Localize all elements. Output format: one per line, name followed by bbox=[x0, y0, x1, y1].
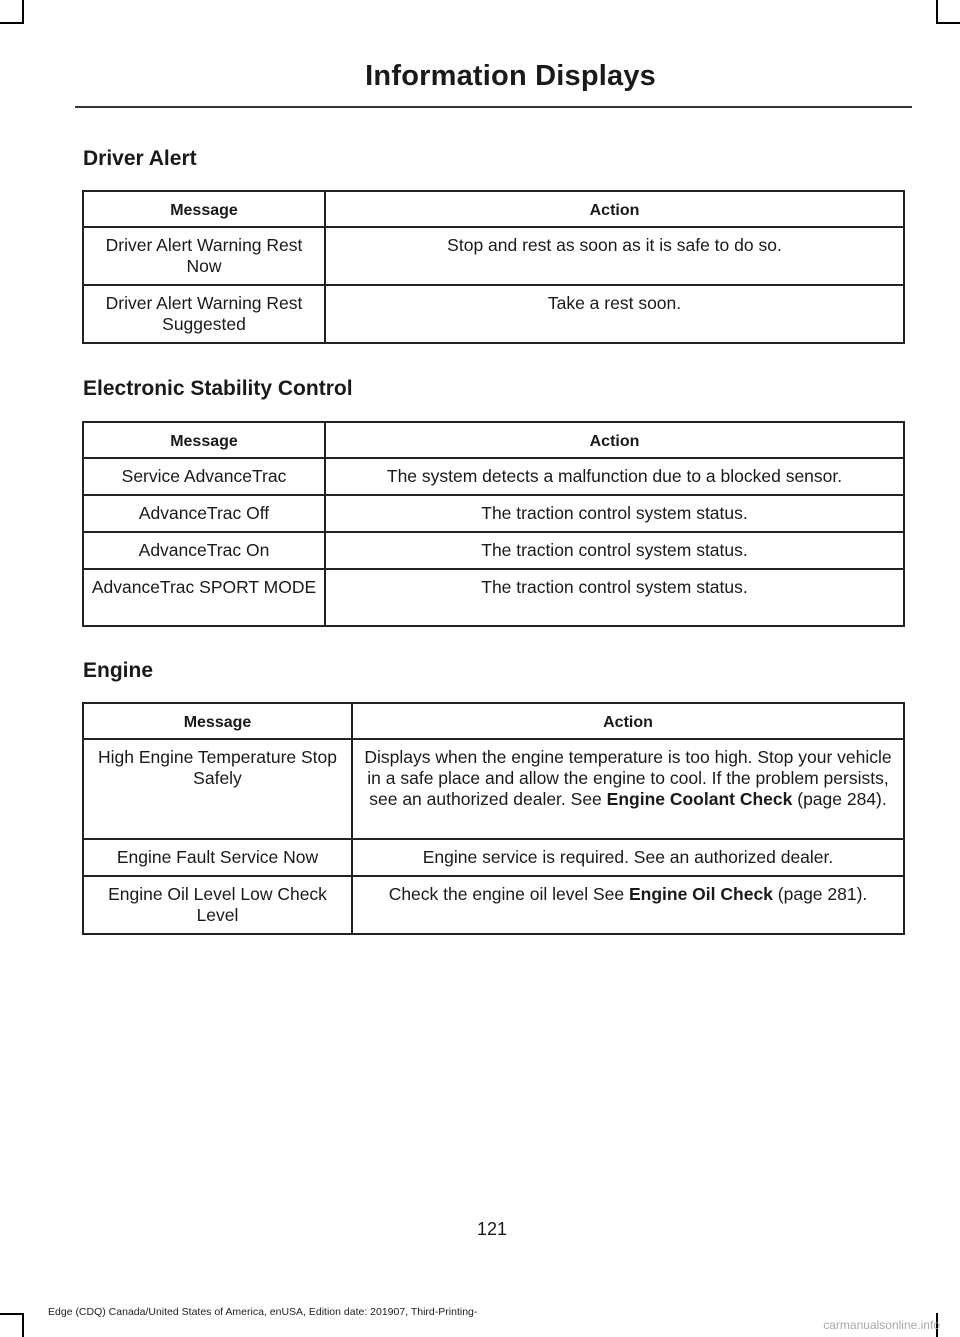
crop-mark bbox=[22, 1313, 24, 1337]
column-header-message: Message bbox=[83, 703, 352, 739]
page-title: Information Displays bbox=[365, 60, 656, 92]
crop-mark bbox=[0, 22, 24, 24]
column-header-action: Action bbox=[325, 191, 904, 227]
crop-mark bbox=[0, 1313, 24, 1315]
column-header-action: Action bbox=[325, 422, 904, 458]
action-cell: The traction control system status. bbox=[325, 495, 904, 532]
crop-mark bbox=[936, 0, 938, 22]
engine-table bbox=[82, 702, 905, 935]
action-text: Check the engine oil level See bbox=[388, 884, 629, 904]
action-text: Displays when the engine temperature is too high. Stop your vehicle in a safe place and allow the engine to cool. If the problem persists, see an authorized dealer. See bbox=[364, 747, 892, 809]
table-header-row bbox=[83, 703, 904, 739]
column-header-action: Action bbox=[352, 703, 904, 739]
table-row bbox=[83, 876, 904, 934]
table-row bbox=[83, 839, 904, 876]
message-cell: AdvanceTrac SPORT MODE bbox=[83, 569, 325, 626]
cross-reference-link[interactable]: Engine Oil Check bbox=[628, 884, 773, 904]
page-reference: (page 284). bbox=[792, 789, 887, 809]
cross-reference-link[interactable]: Engine Coolant Check bbox=[606, 789, 793, 809]
column-header-message: Message bbox=[83, 191, 325, 227]
table-row bbox=[83, 285, 904, 343]
watermark: carmanualsonline.info bbox=[823, 1318, 940, 1332]
message-cell: AdvanceTrac Off bbox=[83, 495, 325, 532]
column-header-message: Message bbox=[83, 422, 325, 458]
message-cell: Engine Oil Level Low Check Level bbox=[83, 876, 352, 934]
action-cell: The traction control system status. bbox=[325, 569, 904, 626]
action-cell: Engine service is required. See an authorized dealer. bbox=[352, 839, 904, 876]
section-heading-engine: Engine bbox=[83, 659, 154, 682]
table-row bbox=[83, 227, 904, 285]
table-row bbox=[83, 569, 904, 626]
message-cell: Engine Fault Service Now bbox=[83, 839, 352, 876]
page-reference: (page 281). bbox=[772, 884, 868, 904]
message-cell: High Engine Temperature Stop Safely bbox=[83, 739, 352, 839]
action-cell: Stop and rest as soon as it is safe to do so. bbox=[325, 227, 904, 285]
table-row bbox=[83, 739, 904, 839]
action-cell: The system detects a malfunction due to a blocked sensor. bbox=[325, 458, 904, 495]
message-cell: Service AdvanceTrac bbox=[83, 458, 325, 495]
footer-edition-info: Edge (CDQ) Canada/United States of America, enUSA, Edition date: 201907, Third-Printing- bbox=[48, 1306, 478, 1318]
section-heading-electronic-stability-control: Electronic Stability Control bbox=[83, 377, 353, 400]
action-cell: Take a rest soon. bbox=[325, 285, 904, 343]
crop-mark bbox=[936, 22, 960, 24]
table-row bbox=[83, 532, 904, 569]
header-divider bbox=[75, 106, 912, 108]
action-cell bbox=[352, 876, 904, 934]
section-heading-driver-alert: Driver Alert bbox=[83, 147, 197, 170]
message-cell: Driver Alert Warning Rest Now bbox=[83, 227, 325, 285]
message-cell: AdvanceTrac On bbox=[83, 532, 325, 569]
table-header-row bbox=[83, 191, 904, 227]
action-cell: The traction control system status. bbox=[325, 532, 904, 569]
table-row bbox=[83, 458, 904, 495]
table-row bbox=[83, 495, 904, 532]
driver-alert-table bbox=[82, 190, 905, 344]
message-cell: Driver Alert Warning Rest Suggested bbox=[83, 285, 325, 343]
table-header-row bbox=[83, 422, 904, 458]
action-cell bbox=[352, 739, 904, 839]
page-number: 121 bbox=[476, 1219, 508, 1239]
electronic-stability-control-table bbox=[82, 421, 905, 627]
crop-mark bbox=[22, 0, 24, 22]
